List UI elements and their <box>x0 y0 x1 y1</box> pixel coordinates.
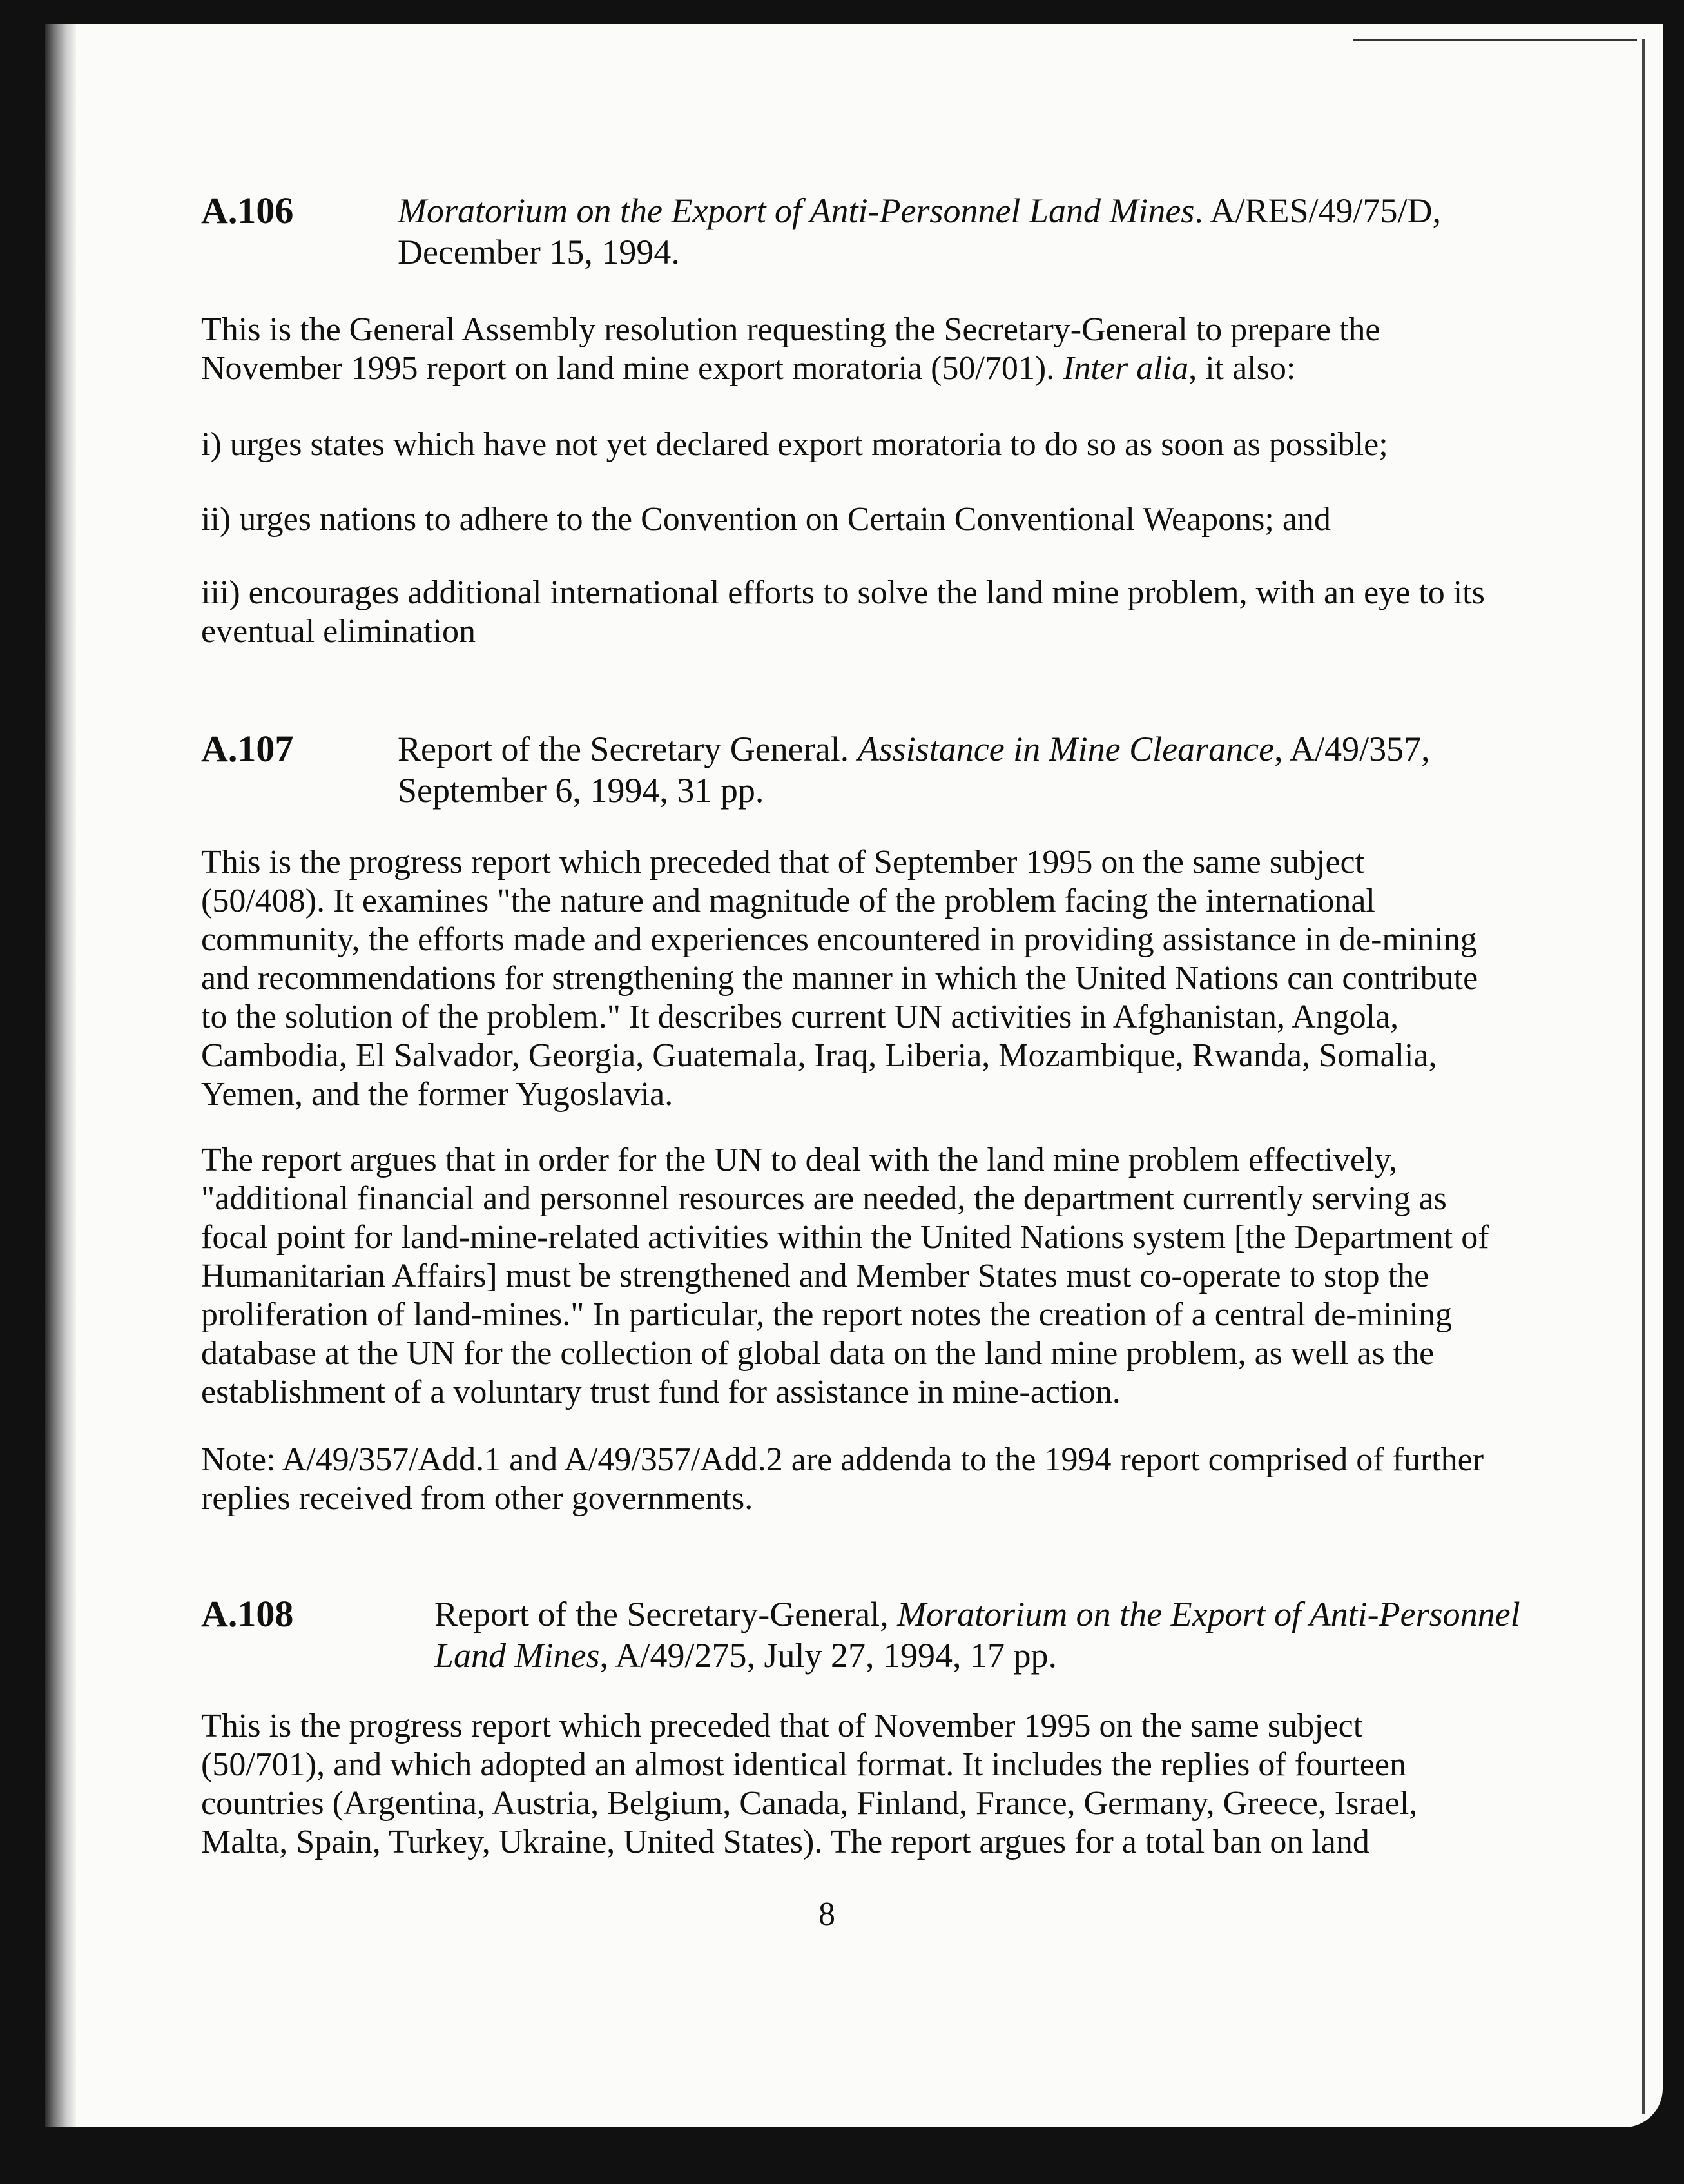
citation-date: September 6, 1994, 31 pp. <box>398 771 764 810</box>
entry-a108-paragraph: This is the progress report which preceded that of November 1995 on the same subject (50/701), and which adopted an almost identical format. It includes the replies of fourteen countries (Argentina, Austria, Belgium, Canada, Finland, France, Germany, Greece, Israel, Malta, Spain, Turkey, Ukraine, United States). The report argues for a total ban on land <box>201 1708 1418 1860</box>
citation-ref: , A/49/357, <box>1274 730 1430 768</box>
entry-number: A.108 <box>201 1593 294 1635</box>
entry-a107-note: Note: A/49/357/Add.1 and A/49/357/Add.2 are addenda to the 1994 report comprised of further replies received from other governments. <box>201 1441 1484 1517</box>
citation-ref: , A/49/275, July 27, 1994, 17 pp. <box>599 1636 1058 1675</box>
entry-number: A.106 <box>201 190 294 231</box>
entry-a107-paragraph-2: The report argues that in order for the UN to deal with the land mine problem effectively, "additional financial and personnel resources are needed, the department currently serving as focal point for land-mine-related activities within the United Nations system [the Department of Humanitarian Affairs] must be strengthened and Member States must co-operate to stop the proliferation of land-mines." In particular, the report notes the creation of a central de-mining database at the UN for the collection of global data on the land mine problem, as well as the establishment of a voluntary trust fund for assistance in mine-action. <box>201 1142 1489 1410</box>
entry-a106-paragraph <box>201 311 1490 388</box>
scan-right-edge <box>1642 39 1645 2114</box>
paragraph-text: , it also: <box>1188 350 1296 387</box>
list-item-1: i) urges states which have not yet declared export moratoria to do so as soon as possible; <box>201 426 1388 463</box>
scan-binding-edge <box>45 24 76 2127</box>
page-number: 8 <box>818 1896 835 1933</box>
citation-prefix: Report of the Secretary General. <box>398 730 858 768</box>
citation-title: Moratorium on the Export of Anti-Personnel <box>897 1595 1520 1633</box>
scan-top-rule <box>1353 39 1637 41</box>
list-item-3: iii) encourages additional international efforts to solve the land mine problem, with an eye to its eventual elimination <box>201 574 1485 650</box>
citation-title: Assistance in Mine Clearance <box>857 730 1275 768</box>
entry-a107-paragraph-1: This is the progress report which preceded that of September 1995 on the same subject (50/408). It examines "the nature and magnitude of the problem facing the international community, the efforts made and experiences encountered in providing assistance in de-mining and recommendations for strengthening the manner in which the United Nations can contribute to the solution of the problem." It describes current UN activities in Afghanistan, Angola, Cambodia, El Salvador, Georgia, Guatemala, Iraq, Liberia, Mozambique, Rwanda, Somalia, Yemen, and the former Yugoslavia. <box>201 844 1478 1113</box>
citation-title: Moratorium on the Export of Anti-Personnel Land Mines <box>398 191 1195 230</box>
list-item-2: ii) urges nations to adhere to the Convention on Certain Conventional Weapons; and <box>201 501 1331 538</box>
citation-prefix: Report of the Secretary-General, <box>434 1595 898 1633</box>
citation-date: December 15, 1994. <box>398 233 680 271</box>
citation-title-cont: Land Mines <box>434 1636 600 1675</box>
paragraph-italic: Inter alia <box>1063 350 1189 387</box>
entry-citation <box>434 1594 1684 1676</box>
entry-citation <box>398 190 1661 273</box>
entry-number: A.107 <box>201 728 294 770</box>
citation-ref: . A/RES/49/75/D, <box>1194 191 1441 230</box>
paragraph-text: This is the General Assembly resolution requesting the Secretary-General to prepare the November 1995 report on land mine export moratoria (50/701). <box>201 311 1380 387</box>
entry-citation <box>398 728 1661 811</box>
